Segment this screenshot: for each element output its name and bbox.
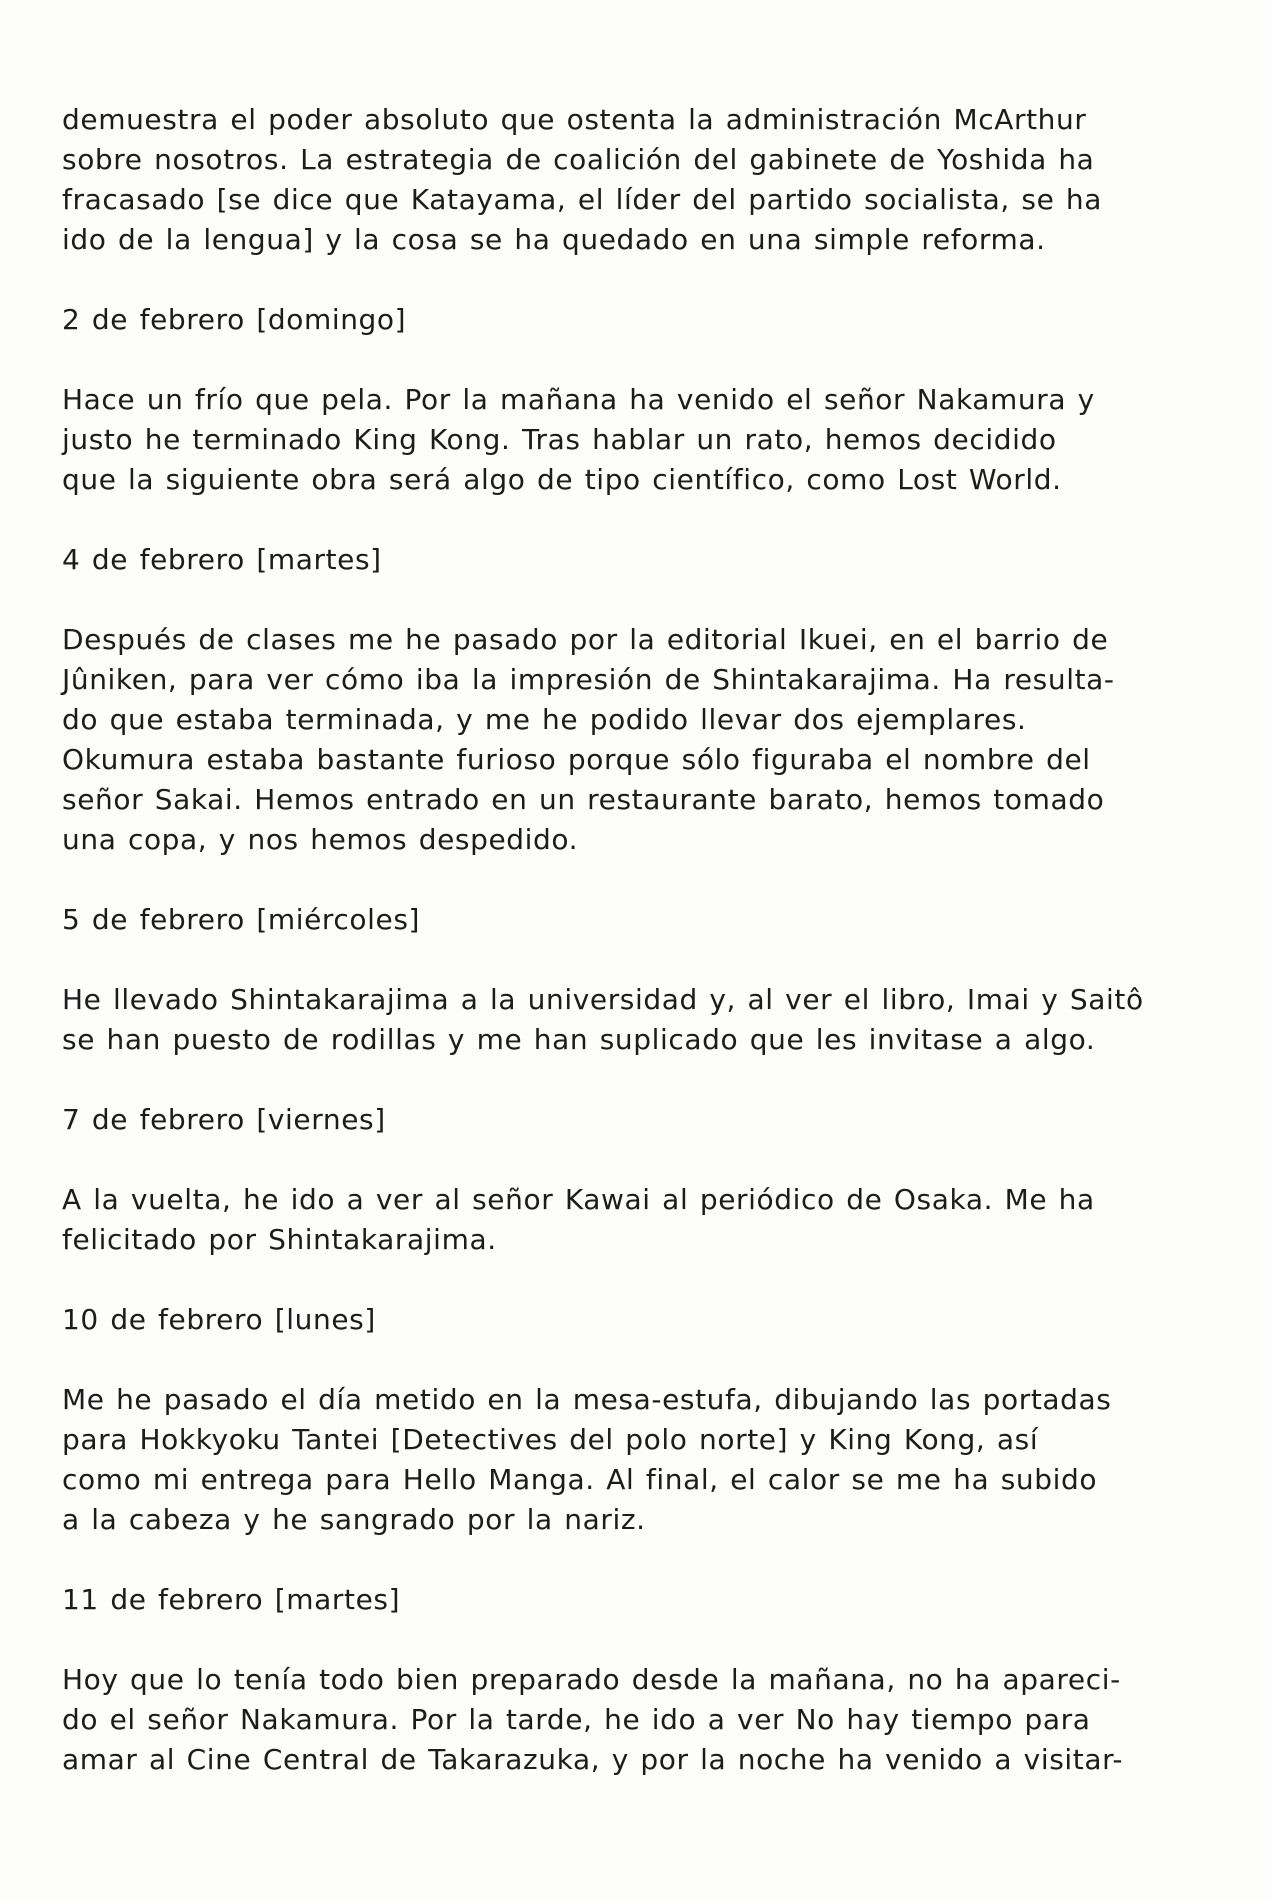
diary-date-heading	[62, 540, 1182, 580]
text-column	[62, 100, 1182, 1780]
diary-paragraph	[62, 620, 1182, 860]
diary-date-heading	[62, 1580, 1182, 1620]
diary-date-heading	[62, 1100, 1182, 1140]
text-line: A la vuelta, he ido a ver al señor Kawai al periódico de Osaka. Me ha	[62, 1183, 1095, 1216]
diary-paragraph	[62, 1180, 1182, 1260]
text-line: fracasado [se dice que Katayama, el líder del partido socialista, se ha	[62, 183, 1103, 216]
text-line: felicitado por Shintakarajima.	[62, 1223, 497, 1256]
date-line: 4 de febrero [martes]	[62, 543, 382, 576]
paragraph-gap	[62, 860, 1182, 900]
date-line: 5 de febrero [miércoles]	[62, 903, 421, 936]
paragraph-gap	[62, 340, 1182, 380]
paragraph-gap	[62, 580, 1182, 620]
text-line: señor Sakai. Hemos entrado en un restaurante barato, hemos tomado	[62, 783, 1105, 816]
text-line: Jûniken, para ver cómo iba la impresión de Shintakarajima. Ha resulta-	[62, 663, 1115, 696]
text-line: Me he pasado el día metido en la mesa-estufa, dibujando las portadas	[62, 1383, 1112, 1416]
paragraph-gap	[62, 1340, 1182, 1380]
text-line: que la siguiente obra será algo de tipo científico, como Lost World.	[62, 463, 1062, 496]
text-line: Hace un frío que pela. Por la mañana ha venido el señor Nakamura y	[62, 383, 1095, 416]
diary-paragraph	[62, 980, 1182, 1060]
text-line: ido de la lengua] y la cosa se ha quedado en una simple reforma.	[62, 223, 1046, 256]
text-line: justo he terminado King Kong. Tras hablar un rato, hemos decidido	[62, 423, 1057, 456]
paragraph-gap	[62, 1140, 1182, 1180]
diary-date-heading	[62, 300, 1182, 340]
text-line: Hoy que lo tenía todo bien preparado desde la mañana, no ha apareci-	[62, 1663, 1121, 1696]
text-line: do que estaba terminada, y me he podido llevar dos ejemplares.	[62, 703, 1027, 736]
text-line: a la cabeza y he sangrado por la nariz.	[62, 1503, 646, 1536]
diary-paragraph	[62, 1660, 1182, 1780]
paragraph-gap	[62, 1260, 1182, 1300]
paragraph-gap	[62, 1620, 1182, 1660]
diary-paragraph	[62, 100, 1182, 260]
text-line: sobre nosotros. La estrategia de coalición del gabinete de Yoshida ha	[62, 143, 1095, 176]
paragraph-gap	[62, 940, 1182, 980]
text-line: Okumura estaba bastante furioso porque sólo figuraba el nombre del	[62, 743, 1091, 776]
paragraph-gap	[62, 260, 1182, 300]
text-line: se han puesto de rodillas y me han suplicado que les invitase a algo.	[62, 1023, 1096, 1056]
diary-date-heading	[62, 1300, 1182, 1340]
text-line: amar al Cine Central de Takarazuka, y por la noche ha venido a visitar-	[62, 1743, 1124, 1776]
diary-paragraph	[62, 380, 1182, 500]
paragraph-gap	[62, 500, 1182, 540]
text-line: como mi entrega para Hello Manga. Al final, el calor se me ha subido	[62, 1463, 1098, 1496]
date-line: 2 de febrero [domingo]	[62, 303, 407, 336]
date-line: 10 de febrero [lunes]	[62, 1303, 376, 1336]
text-line: do el señor Nakamura. Por la tarde, he ido a ver No hay tiempo para	[62, 1703, 1091, 1736]
paragraph-gap	[62, 1540, 1182, 1580]
text-line: una copa, y nos hemos despedido.	[62, 823, 579, 856]
diary-date-heading	[62, 900, 1182, 940]
diary-paragraph	[62, 1380, 1182, 1540]
date-line: 11 de febrero [martes]	[62, 1583, 401, 1616]
text-line: para Hokkyoku Tantei [Detectives del polo norte] y King Kong, así	[62, 1423, 1039, 1456]
text-line: Después de clases me he pasado por la editorial Ikuei, en el barrio de	[62, 623, 1109, 656]
text-line: demuestra el poder absoluto que ostenta la administración McArthur	[62, 103, 1087, 136]
text-line: He llevado Shintakarajima a la universidad y, al ver el libro, Imai y Saitô	[62, 983, 1144, 1016]
paragraph-gap	[62, 1060, 1182, 1100]
date-line: 7 de febrero [viernes]	[62, 1103, 386, 1136]
